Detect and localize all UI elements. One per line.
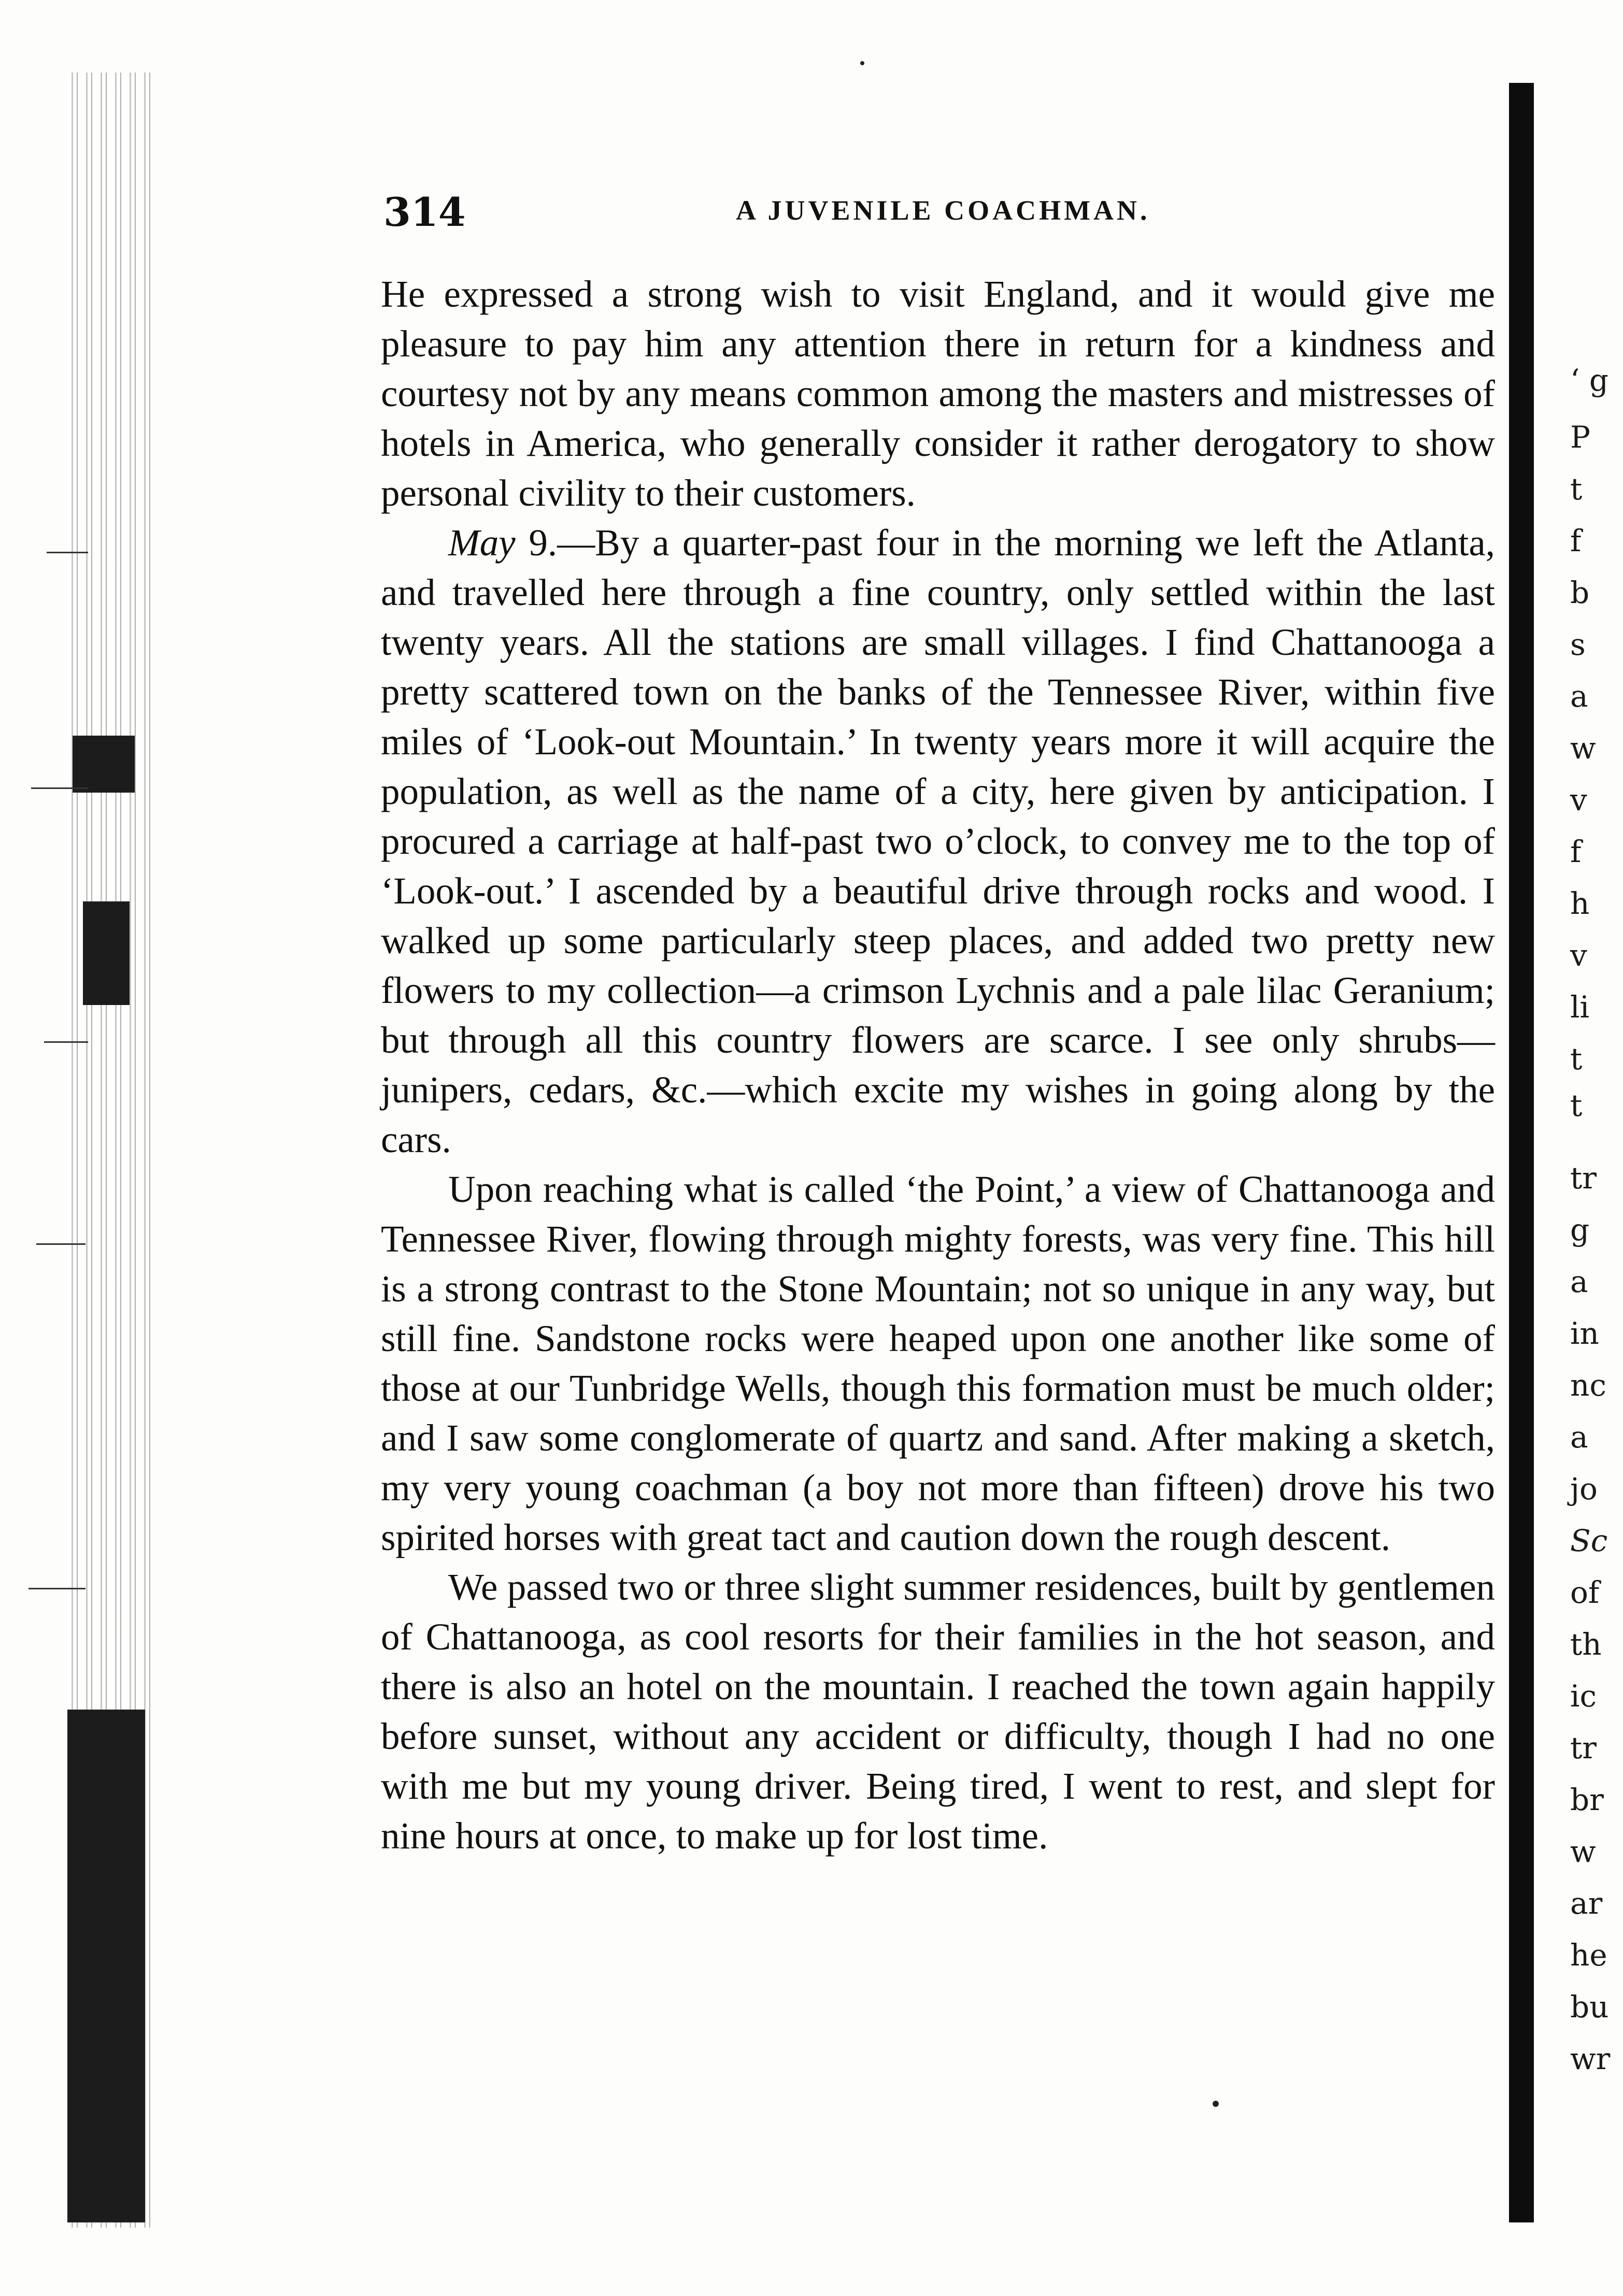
facing-page-glyph: li: [1570, 989, 1590, 1025]
facing-page-glyph: Sc: [1570, 1523, 1608, 1558]
paragraph: [381, 518, 1495, 1165]
facing-page-glyph: jo: [1570, 1471, 1598, 1506]
facing-page-glyph: wr: [1570, 2041, 1611, 2076]
facing-page-glyph: tr: [1570, 1160, 1597, 1196]
body-text: [381, 269, 1495, 1861]
facing-page-glyph: ar: [1570, 1886, 1603, 1921]
binding-mark: [31, 787, 88, 789]
binding-mark: [44, 1041, 88, 1043]
binding-shadow: [67, 1710, 145, 2222]
facing-page-glyph: t: [1570, 1088, 1583, 1123]
facing-page-glyph: a: [1570, 679, 1588, 714]
date-label: May: [448, 522, 516, 564]
facing-page-glyph: t: [1570, 471, 1583, 507]
facing-page-glyph: f: [1570, 834, 1582, 869]
facing-page-glyph: tr: [1570, 1730, 1597, 1766]
facing-page-glyph: ‘ g: [1570, 363, 1609, 398]
facing-page-glyph: nc: [1570, 1368, 1606, 1403]
running-head: A JUVENILE COACHMAN.: [736, 195, 1150, 226]
binding-shadow: [83, 901, 130, 1005]
facing-page-glyph: s: [1570, 627, 1586, 662]
facing-page-glyph: of: [1570, 1575, 1600, 1610]
page-edge-bar: [1509, 83, 1534, 2222]
facing-page-glyph: in: [1570, 1316, 1599, 1351]
binding-mark: [47, 552, 88, 553]
facing-page-glyph: b: [1570, 575, 1590, 610]
facing-page-fragments: [1570, 363, 1622, 2176]
binding-mark: [29, 1588, 86, 1589]
page-number: 314: [383, 189, 466, 235]
facing-page-glyph: br: [1570, 1782, 1604, 1817]
date-number: 9.—: [529, 522, 595, 564]
paragraph: He expressed a strong wish to visit England, and it would give me pleasure to pay him any attention there in return for a kindness and courtesy not by any means common among the masters and mistresses of hotels in America, who generally consider it rather derogatory to show personal civility to their customers.: [381, 273, 1495, 514]
facing-page-glyph: g: [1570, 1212, 1590, 1247]
facing-page-glyph: bu: [1570, 1989, 1609, 2025]
facing-page-glyph: v: [1570, 782, 1587, 817]
facing-page-glyph: ic: [1570, 1678, 1597, 1714]
binding-mark: [36, 1243, 86, 1245]
facing-page-glyph: w: [1570, 1834, 1596, 1869]
scan-speck: [1213, 2101, 1219, 2107]
facing-page-glyph: a: [1570, 1264, 1588, 1299]
facing-page-glyph: f: [1570, 523, 1582, 558]
facing-page-glyph: he: [1570, 1938, 1607, 1973]
facing-page-glyph: t: [1570, 1041, 1583, 1077]
paragraph: We passed two or three slight summer residences, built by gentlemen of Chattanooga, as cool resorts for their families in the hot season, and there is also an hotel on the mountain. I reached the town again happily before sunset, without any accident or difficulty, though I had no one with me but my young driver. Being tired, I went to rest, and slept for nine hours at once, to make up for lost time.: [381, 1566, 1495, 1857]
facing-page-glyph: P: [1570, 420, 1591, 455]
facing-page-glyph: h: [1570, 886, 1590, 921]
scan-speck: [860, 61, 864, 65]
facing-page-glyph: v: [1570, 938, 1587, 973]
facing-page-glyph: a: [1570, 1419, 1588, 1455]
facing-page-glyph: th: [1570, 1627, 1602, 1662]
facing-page-glyph: w: [1570, 730, 1596, 766]
paragraph-text: By a quarter-past four in the morning we left the Atlanta, and travelled here through a fine country, only settled within the last twenty years. All the stations are small villages. I find Chattanooga a pretty scattered town on the banks of the Tennessee River, within five miles of ‘Look-out Mountain.’ In twenty years more it will acquire the population, as well as the name of a city, here given by anticipation. I procured a carriage at half-past two o’clock, to convey me to the top of ‘Look-out.’ I ascended by a beautiful drive through rocks and wood. I walked up some particularly steep places, and added two pretty new flowers to my collection—a crimson Lychnis and a pale lilac Geranium; but through all this country flowers are scarce. I see only shrubs—junipers, cedars, &c.—which excite my wishes in going along by the cars.: [381, 522, 1495, 1160]
binding-shadow: [73, 736, 135, 793]
paragraph: Upon reaching what is called ‘the Point,’ a view of Chattanooga and Tennessee River, flowing through mighty forests, was very fine. This hill is a strong contrast to the Stone Mountain; not so unique in any way, but still fine. Sandstone rocks were heaped upon one another like some of those at our Tunbridge Wells, though this formation must be much older; and I saw some conglomerate of quartz and sand. After making a sketch, my very young coachman (a boy not more than fifteen) drove his two spirited horses with great tact and caution down the rough descent.: [381, 1168, 1495, 1558]
page-header: [383, 189, 1498, 246]
